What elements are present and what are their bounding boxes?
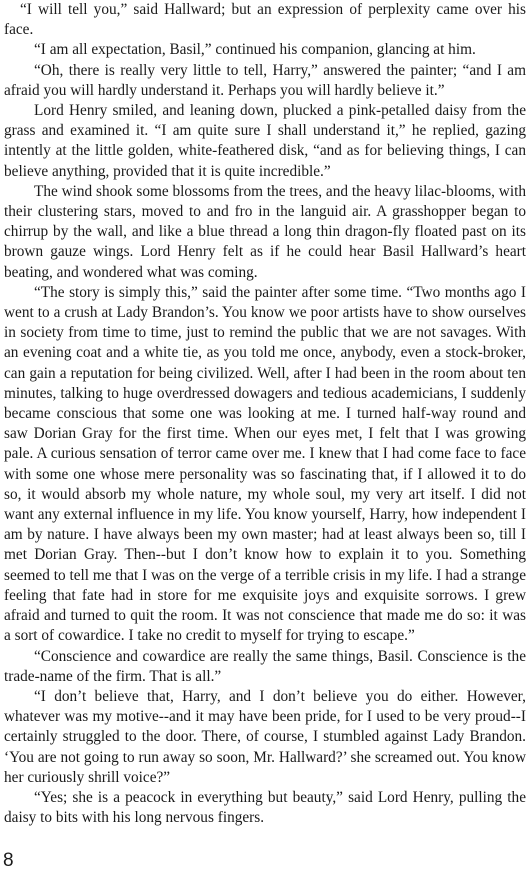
paragraph: “The story is simply this,” said the painter after some time. “Two months ago I went to a crush at Lady Brandon’s. You know we poor artists have to show ourselves in society from time to time, just to remind the public that we are not savages. With an evening coat and a white tie, as you told me once, anybody, even a stock-broker, can gain a reputation for being civilized. Well, after I had been in the room about ten minutes, talking to huge overdressed dowagers and tedious academicians, I suddenly became conscious that some one was looking at me. I turned half-way round and saw Dorian Gray for the first time. When our eyes met, I felt that I was growing pale. A curious sensation of terror came over me. I knew that I had come face to face with some one whose mere personality was so fascinating that, if I allowed it to do so, it would absorb my whole nature, my whole soul, my very art itself. I did not want any external influence in my life. You know yourself, Harry, how independent I am by nature. I have always been my own master; had at least always been so, till I met Dorian Gray. Then--but I don’t know how to explain it to you. Something seemed to tell me that I was on the verge of a terrible crisis in my life. I had a strange feeling that fate had in store for me exquisite joys and exquisite sorrows. I grew afraid and turned to quit the room. It was not conscience that made me do so: it was a sort of cowardice. I take no credit to myself for trying to escape.” [4, 283, 526, 645]
paragraph: “I don’t believe that, Harry, and I don’t believe you do either. However, whatever was my motive--and it may have been pride, for I used to be very proud--I certainly struggled to the door. There, of course, I stumbled against Lady Brandon. ‘You are not going to run away so soon, Mr. Hallward?’ she screamed out. You know her curiously shrill voice?” [4, 687, 526, 786]
paragraph: “Oh, there is really very little to tell, Harry,” answered the painter; “and I am afraid you will hardly understand it. Perhaps you will hardly believe it.” [4, 61, 526, 99]
paragraph: Lord Henry smiled, and leaning down, plucked a pink-petalled daisy from the grass and examined it. “I am quite sure I shall understand it,” he replied, gazing intently at the little golden, white-feathered disk, “and as for believing things, I can believe anything, provided that it is quite incredible.” [4, 102, 526, 180]
paragraph: “I am all expectation, Basil,” continued his companion, glancing at him. [34, 41, 476, 59]
paragraph: The wind shook some blossoms from the trees, and the heavy lilac-blooms, with their clustering stars, moved to and fro in the languid air. A grasshopper began to chirrup by the wall, and like a blue thread a long thin dragon-fly floated past on its brown gauze wings. Lord Henry felt as if he could hear Basil Hallward’s heart beating, and wondered what was coming. [4, 182, 526, 281]
paragraph: “I will tell you,” said Hallward; but an expression of perplexity came over his face. [4, 1, 526, 39]
page-number: 8 [3, 850, 14, 871]
body-text [4, 0, 526, 828]
book-page [4, 0, 526, 828]
paragraph: “Yes; she is a peacock in everything but beauty,” said Lord Henry, pulling the daisy to bits with his long nervous fingers. [4, 788, 526, 827]
paragraph: “Conscience and cowardice are really the same things, Basil. Conscience is the trade-name of the firm. That is all.” [4, 647, 526, 685]
